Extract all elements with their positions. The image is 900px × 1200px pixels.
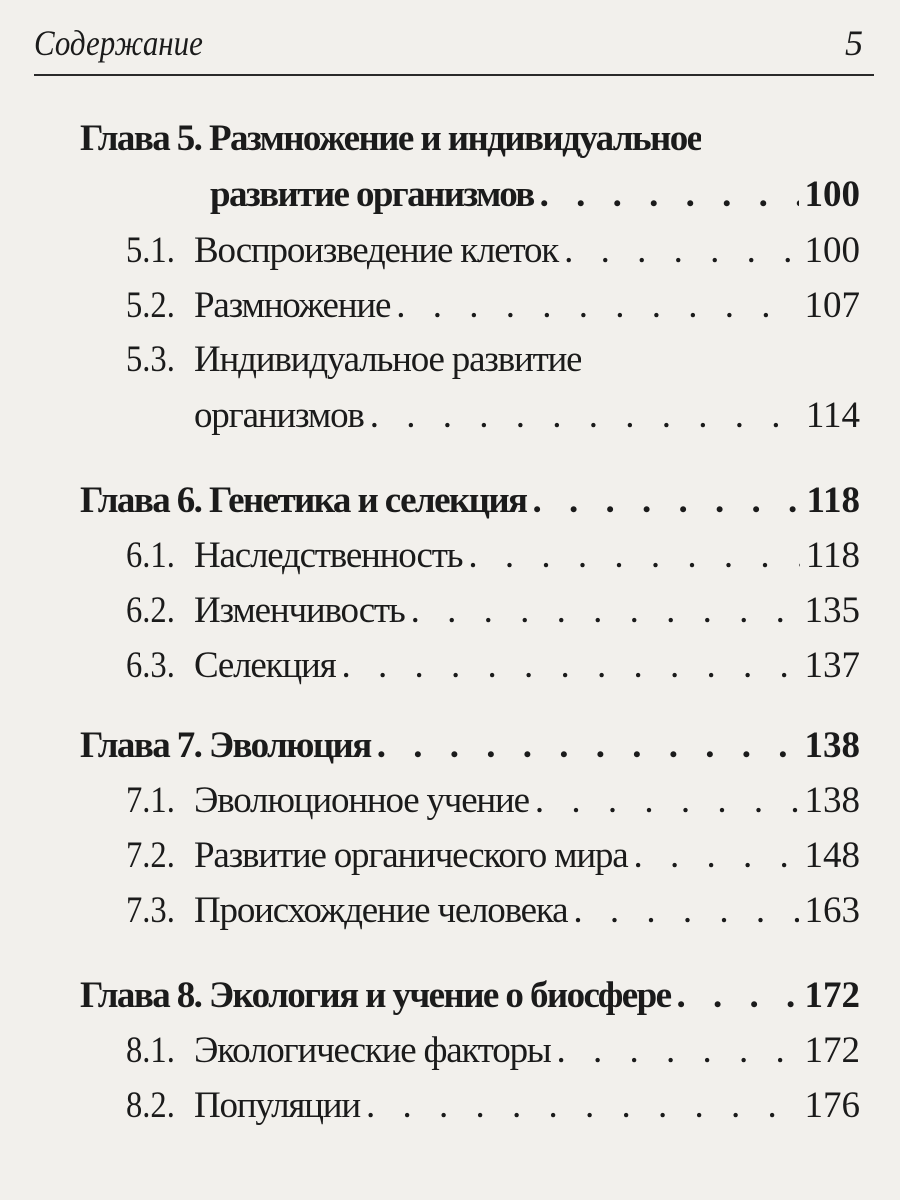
chapter-title: Глава 8. Экология и учение о биосфере — [80, 975, 671, 1016]
toc-entry-8-2[interactable] — [0, 1081, 900, 1131]
dot-leader — [360, 1081, 799, 1131]
chapter-5-heading[interactable] — [0, 114, 900, 164]
section-number: 5.1. — [126, 230, 175, 271]
chapter-6-heading[interactable] — [0, 476, 900, 526]
section-title: Эволюционное учение — [194, 780, 529, 821]
chapter-page: 118 — [806, 480, 860, 521]
section-title: Индивидуальное развитие — [194, 339, 582, 380]
toc-entry-5-3[interactable] — [0, 335, 900, 385]
dot-leader — [567, 886, 798, 936]
toc-entry-7-3[interactable] — [0, 886, 900, 936]
section-number: 7.1. — [126, 780, 175, 821]
section-number: 6.1. — [126, 535, 175, 576]
dot-leader — [335, 641, 798, 691]
section-title: Изменчивость — [194, 590, 405, 631]
chapter-7-heading[interactable] — [0, 721, 900, 771]
section-page: 163 — [804, 890, 860, 931]
dot-leader — [371, 721, 799, 771]
toc-entry-7-1[interactable] — [0, 776, 900, 826]
section-title: организмов — [194, 395, 364, 436]
section-number: 7.3. — [126, 890, 175, 931]
section-title: Селекция — [194, 645, 336, 686]
section-page: 135 — [804, 590, 860, 631]
dot-leader — [529, 776, 799, 826]
section-number: 5.3. — [126, 339, 175, 380]
section-number: 6.3. — [126, 645, 175, 686]
toc-entry-6-1[interactable] — [0, 531, 900, 581]
toc-entry-7-2[interactable] — [0, 831, 900, 881]
section-title: Воспроизведение клеток — [194, 230, 559, 271]
dot-leader — [558, 226, 798, 276]
section-number: 8.2. — [126, 1085, 175, 1126]
section-page: 138 — [804, 780, 860, 821]
dot-leader — [551, 1026, 799, 1076]
toc-entry-5-3-cont[interactable] — [0, 391, 900, 441]
dot-leader — [405, 586, 799, 636]
section-title: Популяции — [194, 1085, 360, 1126]
toc-entry-6-3[interactable] — [0, 641, 900, 691]
section-number: 8.1. — [126, 1030, 175, 1071]
section-number: 6.2. — [126, 590, 175, 631]
header-title: Содержание — [34, 23, 203, 63]
dot-leader — [462, 531, 800, 581]
section-number: 7.2. — [126, 835, 175, 876]
section-title: Наследственность — [194, 535, 463, 576]
chapter-title: Глава 5. Размножение и индивидуальное — [80, 118, 702, 159]
toc-entry-8-1[interactable] — [0, 1026, 900, 1076]
chapter-8-heading[interactable] — [0, 971, 900, 1021]
header-rule — [34, 74, 874, 76]
toc-entry-6-2[interactable] — [0, 586, 900, 636]
section-number: 5.2. — [126, 285, 175, 326]
section-page: 107 — [804, 285, 860, 326]
chapter-title: Глава 7. Эволюция — [80, 725, 371, 766]
dot-leader — [390, 281, 798, 331]
section-title: Развитие органического мира — [194, 835, 628, 876]
dot-leader — [364, 391, 800, 441]
chapter-page: 100 — [804, 174, 860, 215]
chapter-title: развитие организмов — [210, 174, 534, 215]
chapter-page: 172 — [804, 975, 860, 1016]
section-title: Экологические факторы — [194, 1030, 551, 1071]
section-title: Размножение — [194, 285, 391, 326]
toc-entry-5-1[interactable] — [0, 226, 900, 276]
section-page: 148 — [804, 835, 860, 876]
dot-leader — [526, 476, 800, 526]
chapter-page: 138 — [804, 725, 860, 766]
chapter-title: Глава 6. Генетика и селекция — [80, 480, 527, 521]
section-page: 137 — [804, 645, 860, 686]
chapter-5-heading-cont[interactable] — [0, 170, 900, 220]
dot-leader — [627, 831, 798, 881]
toc-entry-5-2[interactable] — [0, 281, 900, 331]
section-page: 172 — [804, 1030, 860, 1071]
section-page: 100 — [804, 230, 860, 271]
section-page: 114 — [805, 395, 860, 436]
dot-leader — [670, 971, 798, 1021]
page-number: 5 — [845, 23, 863, 63]
dot-leader — [534, 170, 799, 220]
section-title: Происхождение человека — [194, 890, 568, 931]
section-page: 118 — [805, 535, 860, 576]
section-page: 176 — [804, 1085, 860, 1126]
